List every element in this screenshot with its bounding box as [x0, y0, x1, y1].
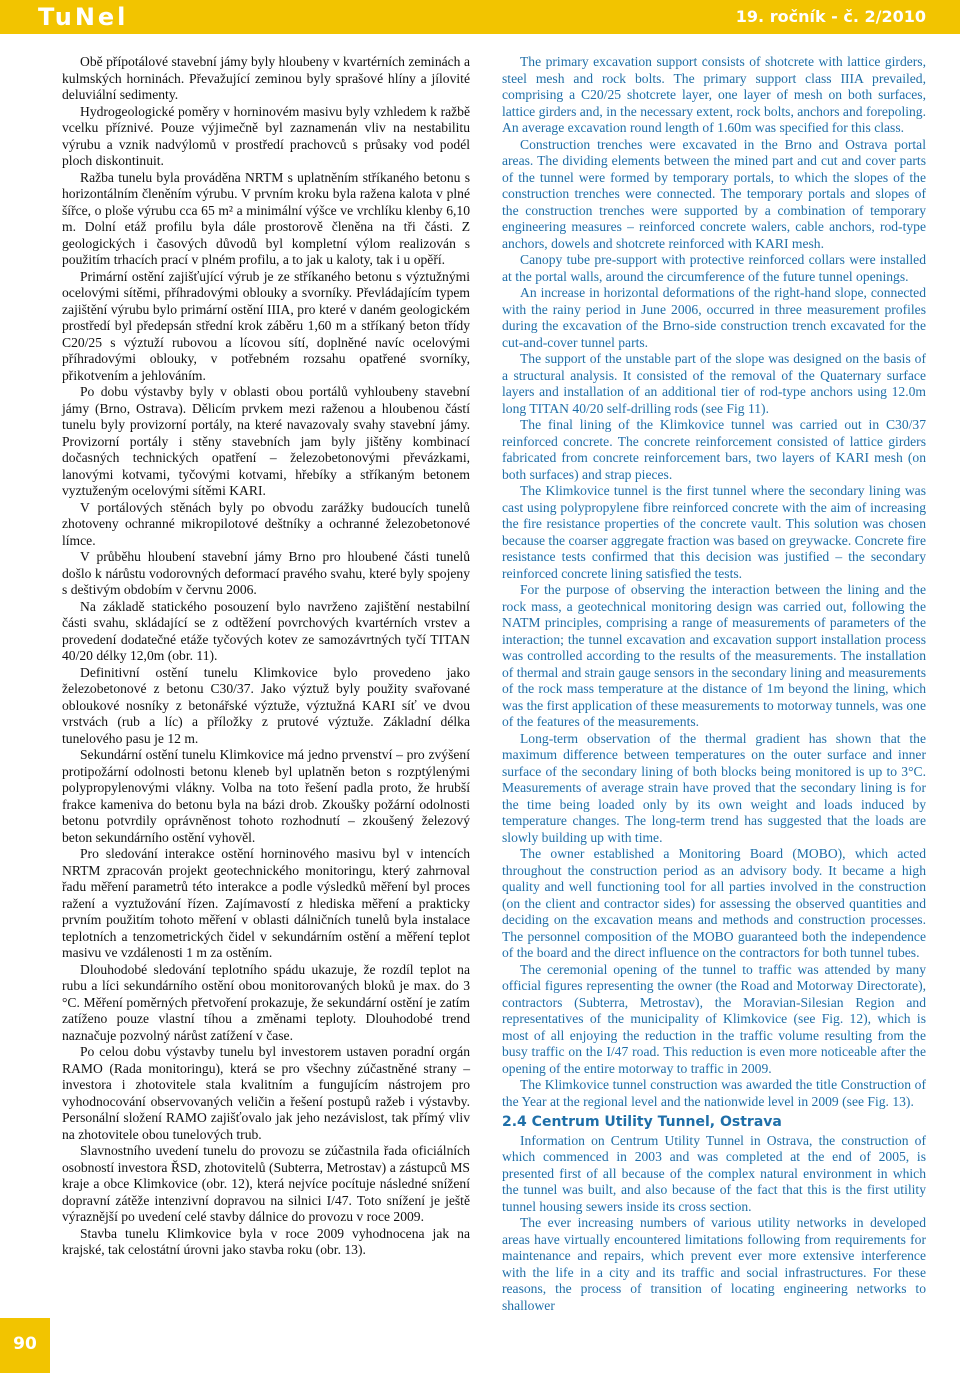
paragraph: V portálových stěnách byly po obvodu zarážky budoucích tunelů zhotoveny ochranné mikropilotové deštníky a ochranné železobetonové límce. — [62, 499, 470, 548]
paragraph: Po dobu výstavby byly v oblasti obou portálů vyhloubeny stavební jámy (Brno, Ostrava). Dělicím prvkem mezi raženou a hloubenou částí tunelu byly provizorní portály, na které navazovaly svahy stavební jámy. Provizorní portály i stěny stavebních jam byly jištěny kombinací dočasných technických opatření – železobetonovými převázkami, lanovými kotvami, tyčovými kotvami, hřebíky a stříkaným betonem vyztuženým ocelovými sítěmi KARI. — [62, 384, 470, 498]
czech-column — [62, 54, 470, 1259]
paragraph: The owner established a Monitoring Board (MOBO), which acted throughout the construction period as an advisory body. It became a high quality and well functioning tool for all parties involved in the construction (on the client and contractor sides) for assessing the observed quantities and deciding on the excavation means and methods and construction processes. The personnel composition of the MOBO guaranteed both the independence of the board and the direct influence on the contractors for both tunnel tubes. — [502, 846, 926, 960]
magazine-logo: TuNel — [38, 3, 129, 31]
paragraph: Dlouhodobé sledování teplotního spádu ukazuje, že rozdíl teplot na rubu a líci sekundárního ostění obou monitorovaných bloků je max. do 3 °C. Měření poměrných přetvoření prokazuje, že sekundární ostění je zatím zatíženo pouze vlastní tíhou a změnami teploty. Dlouhodobé trend naznačuje pozvolný nárůst zatížení v čase. — [62, 961, 470, 1043]
header-bar — [0, 0, 960, 34]
paragraph: Na základě statického posouzení bylo navrženo zajištění nestabilní části svahu, skládající se z odtěžení povrchových kvartérních vrstev a provedení dodatečné etáže tyčových kotev ze samozávrtných tyčí TITAN 40/20 délky 12,0m (obr. 11). — [62, 598, 470, 663]
paragraph: An increase in horizontal deformations of the right-hand slope, connected with the rainy period in June 2006, occurred in three measurement profiles during the excavation of the Brno-side construction trench excavated for the cut-and-cover tunnel parts. — [502, 285, 926, 350]
paragraph: The Klimkovice tunnel construction was awarded the title Construction of the Year at the regional level and the nationwide level in 2009 (see Fig. 13). — [502, 1077, 926, 1109]
paragraph: Sekundární ostění tunelu Klimkovice má jedno prvenství – pro zvýšení protipožární odolnosti betonu kleneb byl uplatněn beton s rozptýlenými polypropylenovými vlákny. Volba na toto řešení padla proto, že hrubší frakce kameniva do betonu byla na bázi drob. Zkoušky požární odolnosti betonu potvrdily oprávněnost tohoto rozhodnutí – zkoušený železový beton sekundárního ostění vyhověl. — [62, 747, 470, 845]
paragraph: Hydrogeologické poměry v horninovém masivu byly vzhledem k ražbě vcelku příznivé. Pouze výjimečně byl zaznamenán vliv na nestabilitu výrubu a vznik nadvýlomů v prostředí prachovců s průsaky vod podél ploch diskontinuit. — [62, 103, 470, 168]
paragraph: Canopy tube pre-support with protective reinforced collars were installed at the portal walls, around the circumference of the future tunnel openings. — [502, 252, 926, 284]
paragraph: Obě přípotálové stavební jámy byly hloubeny v kvartérních zeminách a kulmských horninách. Převažující zeminou byly sprašové hlíny a jílovité deluviální sedimenty. — [62, 54, 470, 102]
page-number: 90 — [13, 1334, 37, 1354]
paragraph: Pro sledování interakce ostění horninového masivu byl v intencích NRTM zpracován projekt geotechnického monitoringu, který zahrnoval řadu měření parametrů této interakce a podle výsledků měření byl proces ražení a vyztužování řízen. Zajímavostí z hlediska měření a prakticky prvním použitím tohoto měření v oblasti dálničních tunelů byla instalace teplotních a tenzometrických čidel v sekundárním ostění a měření teplot masivu ve vzdálenosti 1 m za ostěním. — [62, 846, 470, 960]
paragraph: The Klimkovice tunnel is the first tunnel where the secondary lining was cast using polypropylene fibre reinforced concrete with the aim of increasing the fire resistance properties of the concrete vault. This solution was chosen because the coarser aggregate fraction was based on greywacke. Concrete fire resistance tests confirmed that this decision was justified – the secondary reinforced concrete lining satisfied the tests. — [502, 483, 926, 581]
paragraph: The primary excavation support consists of shotcrete with lattice girders, steel mesh and rock bolts. The primary support class IIIA prevailed, comprising a C20/25 shotcrete layer, one layer of mesh on both surfaces, lattice girders and, in the necessary extent, rock bolts, anchors and forepoling. An average excavation round length of 1.60m was specified for this class. — [502, 54, 926, 135]
paragraph: For the purpose of observing the interaction between the lining and the rock mass, a geotechnical monitoring design was carried out, following the NATM principles, comprising a range of measurements of parameters of the interaction; the tunnel excavation and excavation support installation process was controlled according to the results of the measurements. The installation of thermal and strain gauge sensors in the secondary lining and measurements of the rock mass temperature at the distance of 1m beyond the lining, which was the first application of these measurements to motorway tunnels, was one of the features of the measurements. — [502, 582, 926, 729]
paragraph: The ever increasing numbers of various utility networks in developed areas have virtually encountered limitations following from requirements for maintenance and repairs, which prevent ever more extensive interference with the life in a city and its traffic and social infrastructures. For these reasons, the process of transition of locating engineering networks to shallower — [502, 1215, 926, 1313]
page-number-box — [0, 1318, 50, 1373]
paragraph: The support of the unstable part of the slope was designed on the basis of a structural analysis. It consisted of the removal of the Quaternary surface layers and installation of an additional tier of rod-type anchors using 12.0m long TITAN 40/20 self-drilling rods (see Fig 11). — [502, 351, 926, 416]
paragraph: Definitivní ostění tunelu Klimkovice bylo provedeno jako železobetonové z betonu C30/37. Jako výztuž byly použity svařované obloukové nosníky z betonářské výztuže, výztužná KARI síť ve dvou vrstvách (rub a líc) a příložky z prutové výztuže. Základní délka tunelového pasu je 12 m. — [62, 664, 470, 746]
issue-label: 19. ročník - č. 2/2010 — [735, 7, 926, 26]
paragraph: Slavnostního uvedení tunelu do provozu se zúčastnila řada oficiálních osobností investora ŘSD, zhotovitelů (Subterra, Metrostav) a zástupců MS kraje a obce Klimkovice (obr. 12), která nejvíce pocítuje následné snížení dopravní zátěže intenzivní dopravou na silnici I/47. Toto snížení je ještě výraznější po uvedení celé stavby dálnice do provozu v roce 2009. — [62, 1143, 470, 1224]
paragraph: The ceremonial opening of the tunnel to traffic was attended by many official figures representing the owner (the Road and Motorway Directorate), contractors (Subterra, Metrostav), the Moravian-Silesian Region and representatives of the municipality of Klimkovice (see Fig. 12), which is most of all enjoying the reduction in the traffic volume resulting from the busy traffic on the I/47 road. This reduction is even more noticeable after the opening of the entire motorway to traffic in 2009. — [502, 961, 926, 1076]
section-heading: 2.4 Centrum Utility Tunnel, Ostrava — [502, 1114, 782, 1130]
paragraph: The final lining of the Klimkovice tunnel was carried out in C30/37 reinforced concrete. The concrete reinforcement consisted of lattice girders fabricated from concrete reinforcement bars, two layers of KARI mesh (on both surfaces) and strap pieces. — [502, 417, 926, 482]
paragraph: V průběhu hloubení stavební jámy Brno pro hloubené části tunelů došlo k nárůstu vodorovných deformací pravého svahu, které byly spojeny s deštivým obdobím v červnu 2006. — [62, 549, 470, 597]
paragraph: Construction trenches were excavated in the Brno and Ostrava portal areas. The dividing elements between the mined part and cut and cover parts of the tunnel were formed by temporary portals, to which the slopes of the construction trenches were connected. The temporary portals and slopes of the construction trenches were supported by a combination of temporary engineering measures – reinforced concrete walers, cable anchors, rod-type anchors, dowels and shotcrete reinforced with KARI mesh. — [502, 136, 926, 251]
english-column — [502, 54, 926, 1314]
paragraph: Po celou dobu výstavby tunelu byl investorem ustaven poradní orgán RAMO (Rada monitoringu), která se pro všechny zúčastněné strany – investora i zhotovitele stala kvalitním a fungujícím nástrojem pro vyhodnocování observovaných veličin a řešení postupů ražeb i výstavby. Personální složení RAMO zajišťovalo jak jeho nezávislost, tak přímý vliv na zhotovitele obou tunelových trub. — [62, 1044, 470, 1142]
paragraph: Long-term observation of the thermal gradient has shown that the maximum difference between temperatures on the outer surface and inner surface of the secondary lining of both blocks being monitored is up to 3°C. Measurements of average strain have proved that the secondary lining is for the time being loaded only by its own weight and loads induced by temperature changes. The long-term trend has suggested that the loads are slowly building up with time. — [502, 730, 926, 845]
paragraph: Primární ostění zajišťující výrub je ze stříkaného betonu s výztužnými ocelovými sítěmi, příhradovými oblouky a svorníky. Převládajícím typem zajištění výrubu bylo primární ostění IIIA, pro které v daném geologickém prostředí byl předepsán střední krok záběru 1,60 m a stříkaný beton třídy C20/25 s výztuží rubovou a lícovou sítí, doplněné navíc ocelovými příhradovými oblouky, v potřebném rozsahu opatřené svorníky, přikotvením a jehlováním. — [62, 268, 470, 383]
paragraph: Information on Centrum Utility Tunnel in Ostrava, the construction of which commenced in 2003 and was completed at the end of 2005, is presented first of all because of the complex natural environment in which the tunnel was built, and also because of the fact that this is the first utility tunnel housing sewers inside its cross section. — [502, 1132, 926, 1214]
paragraph: Ražba tunelu byla prováděna NRTM s uplatněním stříkaného betonu s horizontálním členěním výrubu. V prvním kroku byla ražena kalota v plné šířce, o ploše výrubu cca 65 m² a minimální výšce ve vrchlíku klenby 6,10 m. Dolní etáž profilu byla dále prostorově členěna na tři části. Z geologických i časových důvodů byl kompletní výlom realizován s použitím trhacích prací v plném profilu, a to jak u kaloty, tak i u opěří. — [62, 169, 470, 267]
paragraph: Stavba tunelu Klimkovice byla v roce 2009 vyhodnocena jak na krajské, tak celostátní úrovni jako stavba roku (obr. 13). — [62, 1225, 470, 1257]
